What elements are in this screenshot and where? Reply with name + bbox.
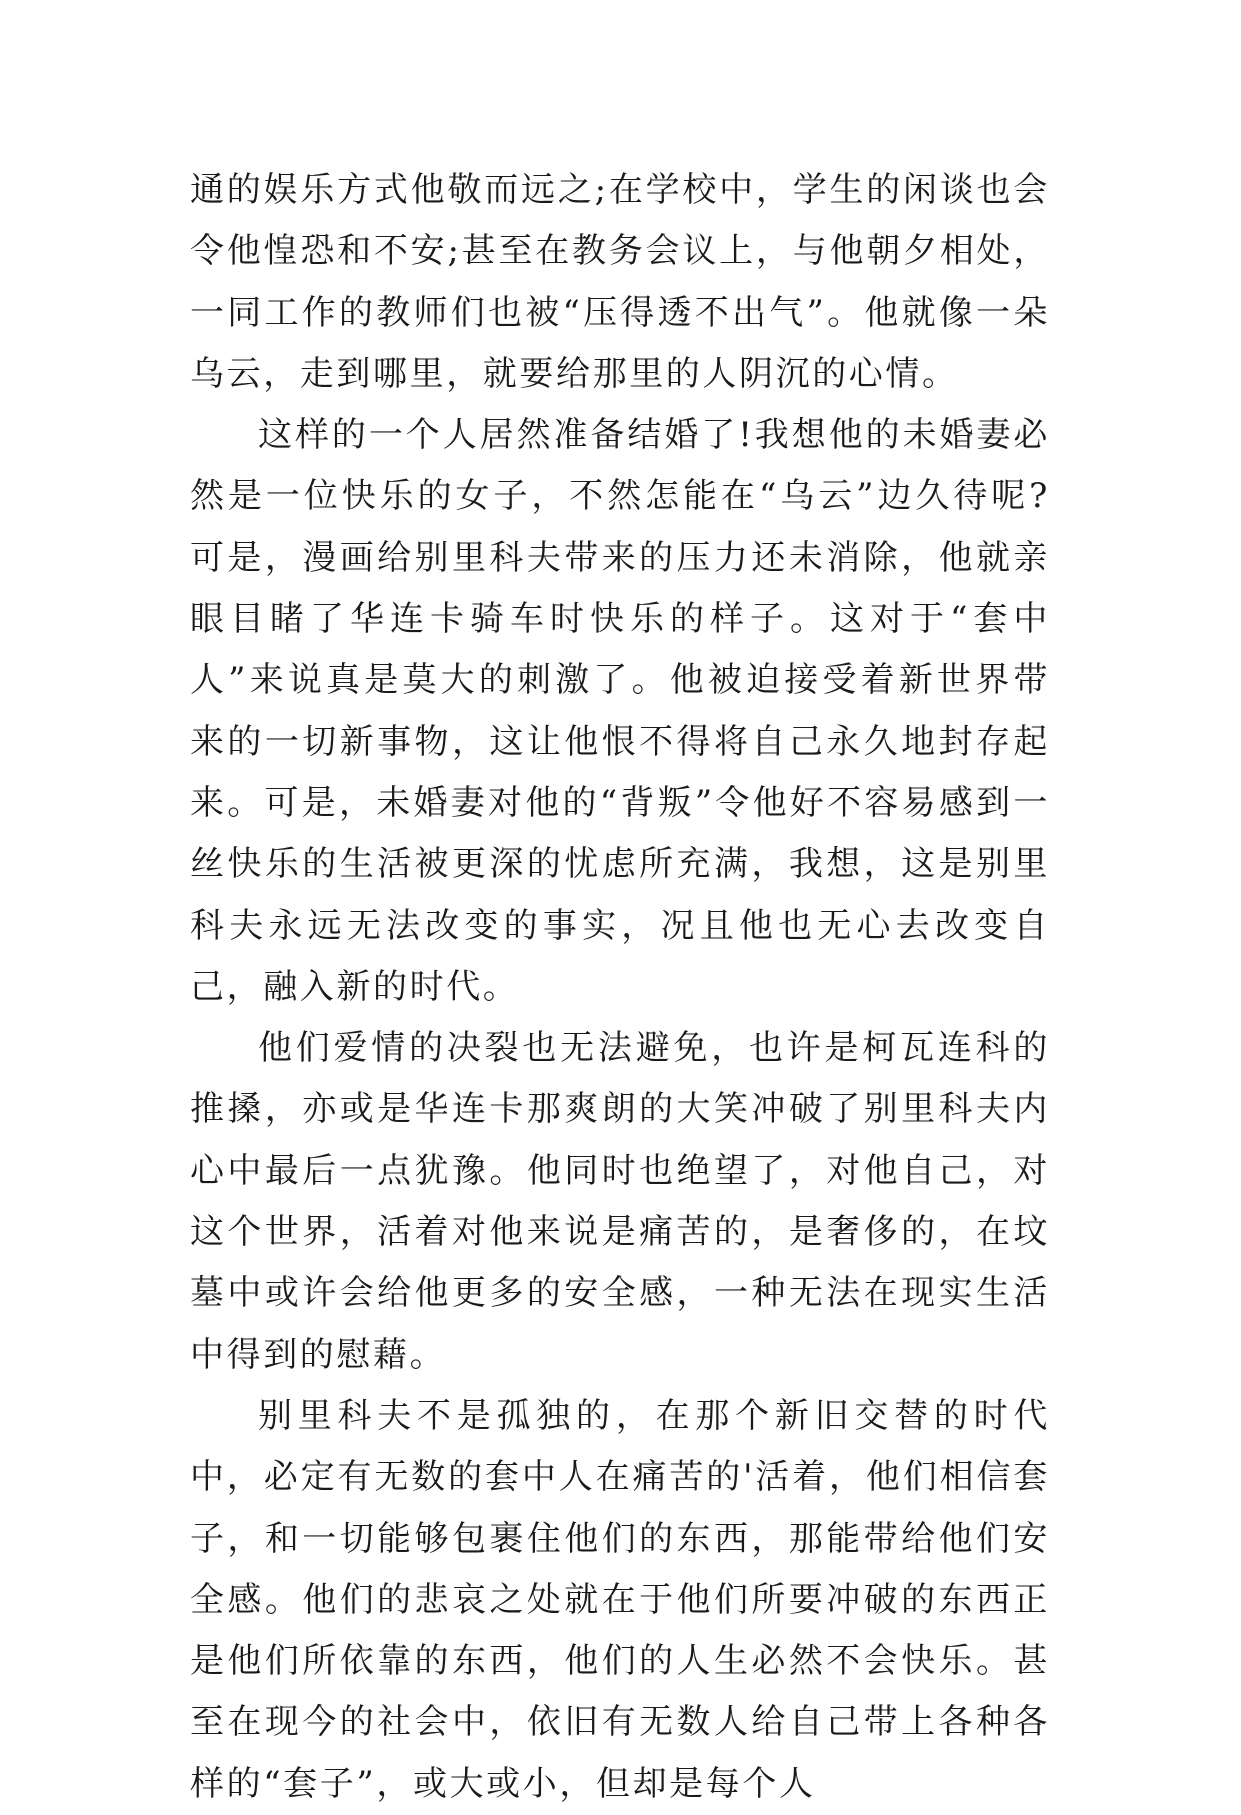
paragraph-2: 这样的一个人居然准备结婚了!我想他的未婚妻必然是一位快乐的女子，不然怎能在“乌云”边久待呢?可是，漫画给别里科夫带来的压力还未消除，他就亲眼目睹了华连卡骑车时快乐的样子。这对于“套中人”来说真是莫大的刺激了。他被迫接受着新世界带来的一切新事物，这让他恨不得将自己永久地封存起来。可是，未婚妻对他的“背叛”令他好不容易感到一丝快乐的生活被更深的忧虑所充满，我想，这是别里科夫永远无法改变的事实，况且他也无心去改变自己，融入新的时代。 <box>190 415 1050 1007</box>
document-body <box>190 160 1050 1815</box>
paragraph-1: 通的娱乐方式他敬而远之;在学校中，学生的闲谈也会令他惶恐和不安;甚至在教务会议上，与他朝夕相处，一同工作的教师们也被“压得透不出气”。他就像一朵乌云，走到哪里，就要给那里的人阴沉的心情。 <box>190 170 1050 394</box>
paragraph-4: 别里科夫不是孤独的，在那个新旧交替的时代中，必定有无数的套中人在痛苦的'活着，他们相信套子，和一切能够包裹住他们的东西，那能带给他们安全感。他们的悲哀之处就在于他们所要冲破的东西正是他们所依靠的东西，他们的人生必然不会快乐。甚至在现今的社会中，依旧有无数人给自己带上各种各样的“套子”，或大或小，但却是每个人 <box>190 1395 1050 1804</box>
paragraph-3: 他们爱情的决裂也无法避免，也许是柯瓦连科的推搡，亦或是华连卡那爽朗的大笑冲破了别里科夫内心中最后一点犹豫。他同时也绝望了，对他自己，对这个世界，活着对他来说是痛苦的，是奢侈的，在坟墓中或许会给他更多的安全感，一种无法在现实生活中得到的慰藉。 <box>190 1028 1050 1375</box>
